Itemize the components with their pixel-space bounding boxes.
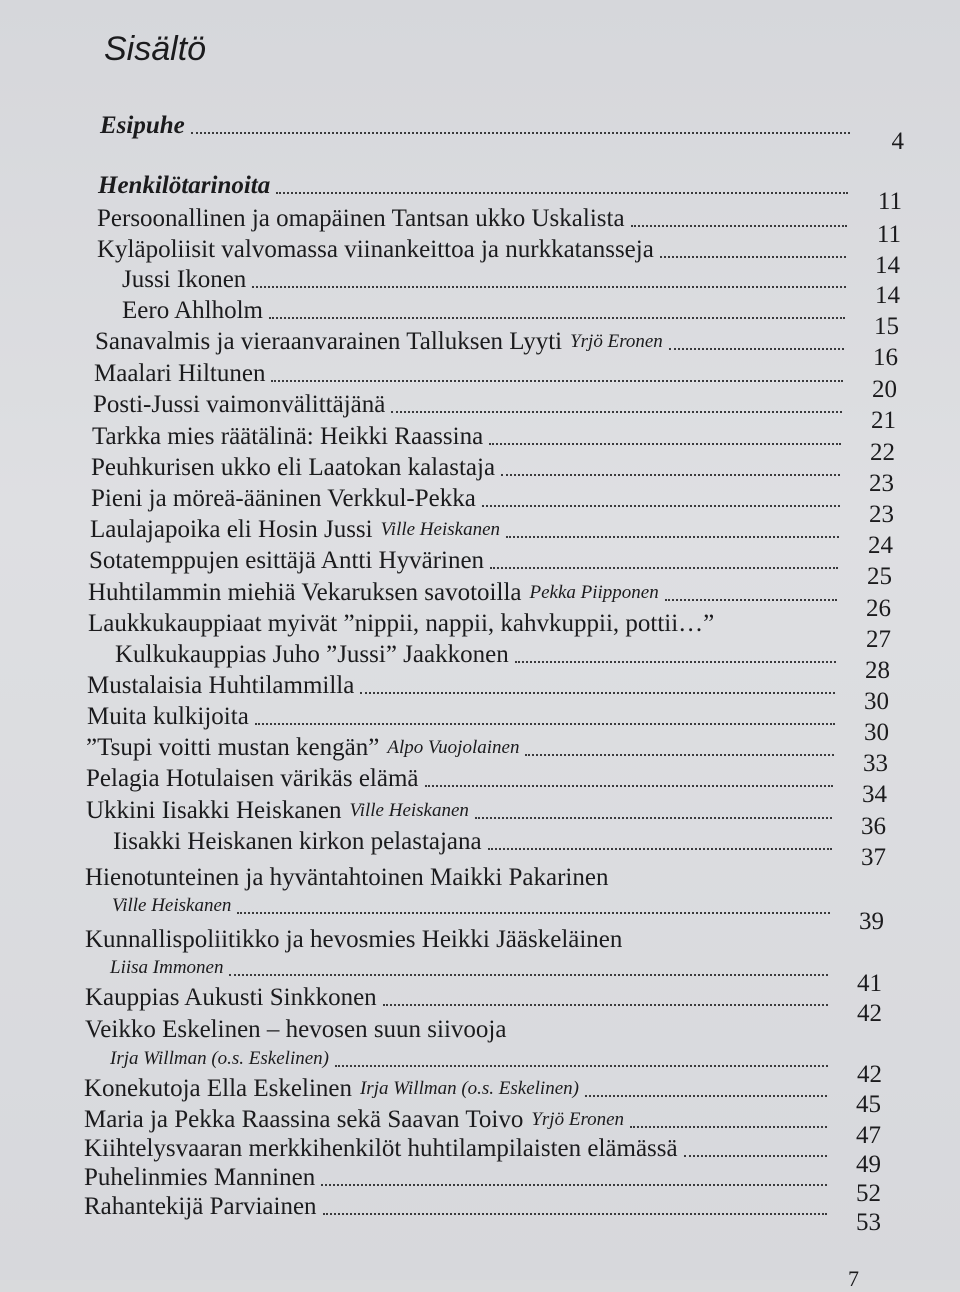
entry-page: 42 bbox=[857, 1000, 882, 1027]
entry-page: 36 bbox=[861, 813, 886, 840]
entry-title: Iisakki Heiskanen kirkon pelastajana bbox=[113, 828, 482, 855]
toc-entry bbox=[97, 236, 900, 279]
dot-leader bbox=[255, 723, 835, 725]
entry-title: Eero Ahlholm bbox=[122, 297, 263, 324]
entry-page: 45 bbox=[856, 1091, 881, 1118]
dot-leader bbox=[660, 256, 846, 258]
toc-entry bbox=[86, 797, 886, 840]
dot-leader bbox=[360, 692, 835, 694]
entry-page: 26 bbox=[866, 595, 891, 622]
dot-leader bbox=[631, 225, 847, 227]
entry-title: Maria ja Pekka Raassina sekä Saavan Toivo bbox=[84, 1106, 524, 1133]
entry-page: 23 bbox=[869, 470, 894, 497]
dot-leader bbox=[720, 630, 837, 632]
entry-title: Henkilötarinoita bbox=[98, 172, 271, 199]
entry-author: Irja Willman (o.s. Eskelinen) bbox=[110, 1048, 329, 1069]
dot-leader bbox=[665, 599, 837, 601]
entry-page: 28 bbox=[865, 657, 890, 684]
toc-entry bbox=[92, 423, 895, 466]
entry-page: 15 bbox=[874, 313, 899, 340]
entry-page: 33 bbox=[863, 750, 888, 777]
entry-title: Maalari Hiltunen bbox=[94, 360, 266, 387]
toc-entry bbox=[98, 172, 902, 215]
entry-author: Liisa Immonen bbox=[110, 957, 224, 978]
toc-entry bbox=[91, 454, 894, 497]
entry-page: 39 bbox=[859, 908, 884, 935]
dot-leader bbox=[515, 661, 836, 663]
entry-page: 42 bbox=[857, 1061, 882, 1088]
entry-page: 14 bbox=[875, 282, 900, 309]
toc-entry bbox=[86, 734, 888, 777]
dot-leader bbox=[482, 505, 840, 507]
entry-page: 49 bbox=[856, 1151, 881, 1178]
toc-entry bbox=[100, 112, 904, 155]
dot-leader bbox=[252, 286, 846, 288]
entry-page: 22 bbox=[870, 439, 895, 466]
toc-entry bbox=[87, 672, 889, 715]
toc-entry bbox=[115, 641, 890, 684]
toc-entry bbox=[85, 984, 882, 1027]
entry-title: Tarkka mies räätälinä: Heikki Raassina bbox=[92, 423, 484, 450]
entry-title: ”Tsupi voitti mustan kengän” bbox=[86, 734, 380, 761]
entry-page: 11 bbox=[876, 221, 901, 248]
entry-author: Ville Heiskanen bbox=[349, 800, 469, 821]
dot-leader bbox=[237, 912, 830, 914]
entry-title: Pelagia Hotulaisen värikäs elämä bbox=[86, 765, 419, 792]
dot-leader bbox=[229, 974, 828, 976]
entry-title: Laulajapoika eli Hosin Jussi bbox=[90, 516, 373, 543]
dot-leader bbox=[269, 317, 845, 319]
entry-title: Sanavalmis ja vieraanvarainen Talluksen Lyyti bbox=[95, 328, 563, 355]
toc-entry-author-line bbox=[110, 954, 882, 997]
dot-leader bbox=[276, 192, 848, 194]
dot-leader bbox=[489, 443, 841, 445]
entry-author: Yrjö Eronen bbox=[570, 331, 663, 352]
entry-page: 25 bbox=[867, 563, 892, 590]
dot-leader bbox=[525, 754, 834, 756]
toc-entry bbox=[95, 328, 898, 371]
entry-title: Jussi Ikonen bbox=[122, 266, 247, 293]
entry-title: Konekutoja Ella Eskelinen bbox=[84, 1075, 352, 1102]
toc-entry-title: Kunnallispoliitikko ja hevosmies Heikki Jääskeläinen bbox=[85, 926, 623, 953]
entry-title: Esipuhe bbox=[100, 112, 185, 139]
entry-page: 41 bbox=[857, 970, 882, 997]
entry-author: Ville Heiskanen bbox=[380, 519, 501, 540]
toc-entry bbox=[122, 266, 900, 309]
toc-entry bbox=[91, 485, 894, 528]
toc-entry bbox=[90, 516, 893, 559]
toc-entry bbox=[88, 610, 891, 653]
toc-entry bbox=[87, 703, 889, 746]
dot-leader bbox=[488, 848, 832, 850]
entry-author: Pekka Piipponen bbox=[529, 582, 659, 603]
entry-title: Posti-Jussi vaimonvälittäjänä bbox=[93, 391, 386, 418]
toc-heading: Sisältö bbox=[104, 30, 207, 68]
entry-page: 34 bbox=[862, 781, 887, 808]
entry-page: 30 bbox=[864, 688, 889, 715]
entry-title: Peuhkurisen ukko eli Laatokan kalastaja bbox=[91, 454, 496, 481]
entry-title: Pieni ja möreä-ääninen Verkkul-Pekka bbox=[91, 485, 476, 512]
entry-page: 20 bbox=[872, 376, 897, 403]
entry-author: Irja Willman (o.s. Eskelinen) bbox=[359, 1078, 579, 1099]
dot-leader bbox=[383, 1004, 828, 1006]
entry-page: 37 bbox=[861, 844, 886, 871]
entry-title: Mustalaisia Huhtilammilla bbox=[87, 672, 355, 699]
toc-entry bbox=[84, 1193, 881, 1236]
entry-title: Muita kulkijoita bbox=[87, 703, 249, 730]
entry-title: Ukkini Iisakki Heiskanen bbox=[86, 797, 342, 824]
entry-page: 21 bbox=[871, 407, 896, 434]
dot-leader bbox=[271, 380, 843, 382]
dot-leader bbox=[501, 474, 840, 476]
dot-leader bbox=[490, 567, 838, 569]
entry-title: Puhelinmies Manninen bbox=[84, 1164, 316, 1191]
entry-page: 23 bbox=[869, 501, 894, 528]
toc-entry bbox=[94, 360, 897, 403]
entry-author: Ville Heiskanen bbox=[112, 895, 232, 916]
entry-title: Kyläpoliisit valvomassa viinankeittoa ja nurkkatansseja bbox=[97, 236, 654, 263]
toc-entry-author-line bbox=[112, 892, 884, 935]
toc-entry bbox=[89, 547, 892, 590]
dot-leader bbox=[475, 817, 832, 819]
entry-author: Alpo Vuojolainen bbox=[387, 737, 520, 758]
entry-author: Yrjö Eronen bbox=[531, 1109, 625, 1130]
dot-leader bbox=[425, 785, 833, 787]
dot-leader bbox=[669, 348, 844, 350]
dot-leader bbox=[506, 536, 839, 538]
toc-entry bbox=[93, 391, 896, 434]
toc-entry bbox=[97, 205, 901, 248]
toc-entry-author-line bbox=[110, 1045, 882, 1088]
dot-leader bbox=[191, 132, 850, 134]
dot-leader bbox=[391, 411, 842, 413]
entry-title: Kauppias Aukusti Sinkkonen bbox=[85, 984, 377, 1011]
dot-leader bbox=[684, 1155, 827, 1157]
entry-title: Sotatemppujen esittäjä Antti Hyvärinen bbox=[89, 547, 485, 574]
dot-leader bbox=[321, 1184, 827, 1186]
page-number: 7 bbox=[848, 1266, 859, 1291]
entry-page: 11 bbox=[877, 188, 902, 215]
toc-entry-title: Hienotunteinen ja hyväntahtoinen Maikki Pakarinen bbox=[85, 864, 609, 891]
entry-page: 53 bbox=[856, 1209, 881, 1236]
entry-page: 30 bbox=[864, 719, 889, 746]
toc-entry bbox=[88, 579, 891, 622]
entry-page: 14 bbox=[875, 252, 900, 279]
entry-page: 27 bbox=[866, 626, 891, 653]
dot-leader bbox=[630, 1126, 827, 1128]
toc-entry bbox=[113, 828, 886, 871]
entry-page: 52 bbox=[856, 1180, 881, 1207]
dot-leader bbox=[323, 1213, 827, 1215]
entry-page: 24 bbox=[868, 532, 893, 559]
toc-entry-title: Veikko Eskelinen – hevosen suun siivooja bbox=[85, 1016, 507, 1043]
toc-entry bbox=[86, 765, 887, 808]
entry-page: 4 bbox=[891, 128, 904, 155]
toc-entry bbox=[122, 297, 899, 340]
entry-title: Rahantekijä Parviainen bbox=[84, 1193, 317, 1220]
entry-page: 47 bbox=[856, 1122, 881, 1149]
entry-title: Kiihtelysvaaran merkkihenkilöt huhtilampilaisten elämässä bbox=[84, 1135, 678, 1162]
toc-entry bbox=[84, 1075, 881, 1118]
dot-leader bbox=[335, 1065, 828, 1067]
entry-title: Laukkukauppiaat myivät ”nippii, nappii, kahvkuppii, pottii…” bbox=[88, 610, 715, 637]
entry-page: 16 bbox=[873, 344, 898, 371]
dot-leader bbox=[585, 1095, 827, 1097]
entry-title: Persoonallinen ja omapäinen Tantsan ukko Uskalista bbox=[97, 205, 625, 232]
entry-title: Kulkukauppias Juho ”Jussi” Jaakkonen bbox=[115, 641, 509, 668]
entry-title: Huhtilammin miehiä Vekaruksen savotoilla bbox=[88, 579, 522, 606]
